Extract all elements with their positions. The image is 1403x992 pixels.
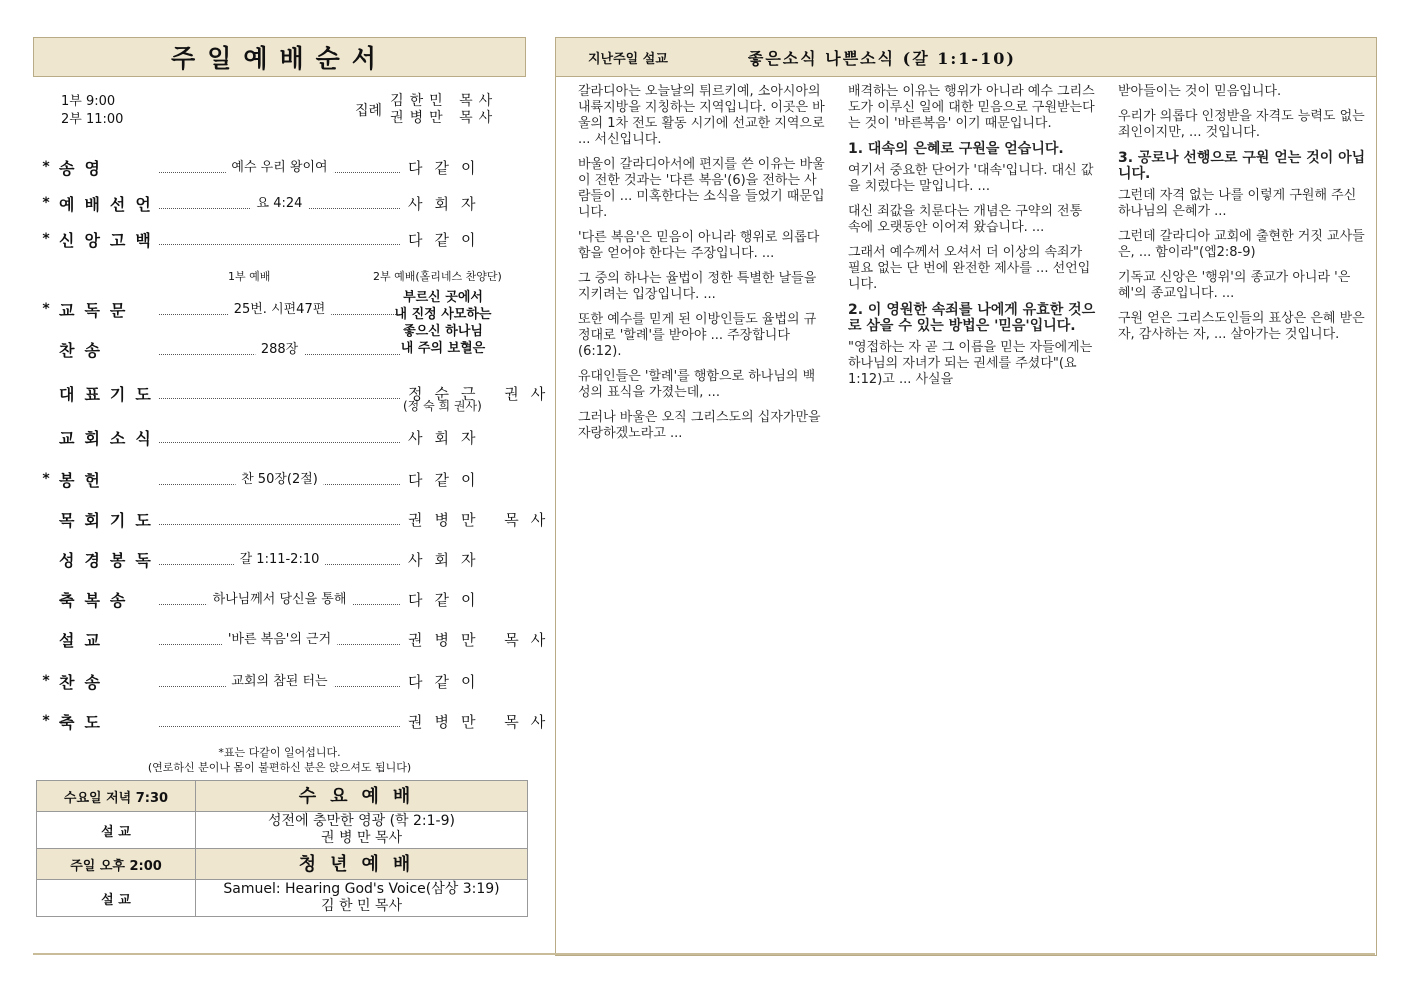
paragraph: 대신 죄값을 치룬다는 개념은 구약의 전통 속에 오랫동안 이어져 왔습니다. ... — [848, 204, 1083, 235]
events-table: 수요일 저녁 7:30 수요예배 설 교 성전에 충만한 영광 (학 2:1-9) 권 병 만 목사 주일 오후 2:00 청년예배 설 교 Samuel: Hearing God's Voice(삼상 3:19) 김 한 민 목사 — [36, 780, 528, 917]
col1-label: 1부 예배 — [228, 270, 271, 283]
paragraph: 여기서 중요한 단어가 '대속'입니다. 대신 값을 치렀다는 말입니다. ... — [848, 163, 1094, 194]
paragraph: 그 중의 하나는 율법이 정한 특별한 날들을 지키려는 입장입니다. ... — [578, 271, 817, 302]
column-3 — [1118, 84, 1366, 451]
paragraph: 그래서 예수께서 오셔서 더 이상의 속죄가 필요 없는 단 번에 완전한 제사를 ... 선언입니다. — [848, 245, 1091, 292]
col2-label: 2부 예배(홀리네스 찬양단) — [373, 270, 502, 283]
notes: *표는 다같이 일어섭니다. (연로하신 분이나 몸이 불편하신 분은 앉으셔도 됩니다) — [147, 746, 412, 774]
order-row: * 신앙고백 다같이 — [42, 230, 488, 250]
paragraph: 구원 얻은 그리스도인들의 표상은 은혜 받은 자, 감사하는 자, ... 살아가는 것입니다. — [1118, 311, 1365, 342]
column-1 — [578, 84, 826, 451]
order-row: 대표기도 정순근 권사 — [59, 384, 558, 404]
sermon-title: 좋은소식 나쁜소식 (갈 1:1-10) — [747, 48, 1016, 68]
order-row: 성경봉독 갈 1:11-2:10 사회자 — [33, 547, 526, 571]
paragraph: 배격하는 이유는 행위가 아니라 예수 그리스도가 이루신 일에 대한 믿음으로 구원받는다는 것이 '바른복음' 이기 때문입니다. — [848, 84, 1095, 131]
order-row: * 예배선언 요 4:24 사회자 — [33, 191, 526, 215]
order-row: 교회소식 사회자 — [59, 428, 488, 448]
service-times: 1부 9:00 2부 11:00 — [61, 94, 124, 127]
paragraph: 또한 예수를 믿게 된 이방인들도 율법의 규정대로 '할례'를 받아야 ... 주장합니다(6:12). — [578, 312, 817, 359]
paragraph: 받아들이는 것이 믿음입니다. — [1118, 84, 1282, 99]
paragraph: 그러나 바울은 오직 그리스도의 십자가만을 자랑하겠노라고 ... — [578, 410, 821, 441]
order-row: * 송영 예수 우리 왕이여 다같이 — [33, 155, 526, 179]
second-service-hymns: 부르신 곳에서 내 진정 사모하는 좋으신 하나님 내 주의 보혈은 — [394, 290, 492, 356]
order-row: 찬송 288장 — [33, 337, 526, 361]
column-2 — [848, 84, 1096, 451]
order-row: * 찬송 교회의 참된 터는 다같이 — [33, 669, 526, 693]
page-title: 주일예배순서 — [33, 37, 526, 77]
paragraph: 갈라디아는 오늘날의 튀르키예, 소아시아의 내륙지방을 지칭하는 지역입니다. 이곳은 바울의 1차 전도 활동 시기에 선교한 지역으로 ... 서신입니다. — [578, 84, 825, 147]
order-row: 설교 '바른 복음'의 근거 권병만 목사 — [33, 627, 526, 651]
order-row: 목회기도 권병만 목사 — [59, 510, 558, 530]
paragraph: 유대인들은 '할례'를 행함으로 하나님의 백성의 표식을 가졌는데, ... — [578, 369, 816, 400]
paragraph: 그런데 자격 없는 나를 이렇게 구원해 주신 하나님의 은혜가 ... — [1118, 188, 1357, 219]
paragraph: 바울이 갈라디아서에 편지를 쓴 이유는 바울이 전한 것과는 '다른 복음'(6)을 전하는 사람들이 ... 미혹한다는 소식을 들었기 때문입니다. — [578, 157, 825, 220]
order-row: * 축도 권병만 목사 — [42, 712, 558, 732]
leaders: 집례 김한민 목사 권병만 목사 — [355, 93, 499, 126]
alt-prayer: (정 숙 희 권사) — [403, 399, 482, 413]
order-of-worship — [33, 37, 558, 920]
section-heading: 3. 공로나 선행으로 구원 얻는 것이 아닙니다. — [1118, 150, 1366, 182]
order-row: * 봉헌 찬 50장(2절) 다같이 — [33, 467, 526, 491]
bottom-rule — [33, 953, 1375, 955]
sermon-summary — [555, 37, 1377, 956]
paragraph: 그런데 갈라디아 교회에 출현한 거짓 교사들은, ... 함이라"(엡2:8-9) — [1118, 229, 1365, 260]
order-row: * 교독문 25번. 시편47편 — [33, 297, 526, 321]
section-heading: 1. 대속의 은혜로 구원을 얻습니다. — [848, 141, 1064, 157]
sermon-kicker: 지난주일 설교 — [588, 51, 668, 67]
order-row: 축복송 하나님께서 당신을 통해 다같이 — [33, 587, 526, 611]
paragraph: 기독교 신앙은 '행위'의 종교가 아니라 '은혜'의 종교입니다. ... — [1118, 270, 1351, 301]
paragraph: '다른 복음'은 믿음이 아니라 행위로 의롭다 함을 얻어야 한다는 주장입니다. ... — [578, 230, 820, 261]
section-heading: 2. 이 영원한 속죄를 나에게 유효한 것으로 삼을 수 있는 방법은 '믿음'입니다. — [848, 302, 1096, 334]
paragraph: 우리가 의롭다 인정받을 자격도 능력도 없는 죄인이지만, ... 것입니다. — [1118, 109, 1365, 140]
paragraph: "영접하는 자 곧 그 이름을 믿는 자들에게는 하나님의 자녀가 되는 권세를 주셨다"(요1:12)고 ... 사실을 — [848, 340, 1093, 387]
